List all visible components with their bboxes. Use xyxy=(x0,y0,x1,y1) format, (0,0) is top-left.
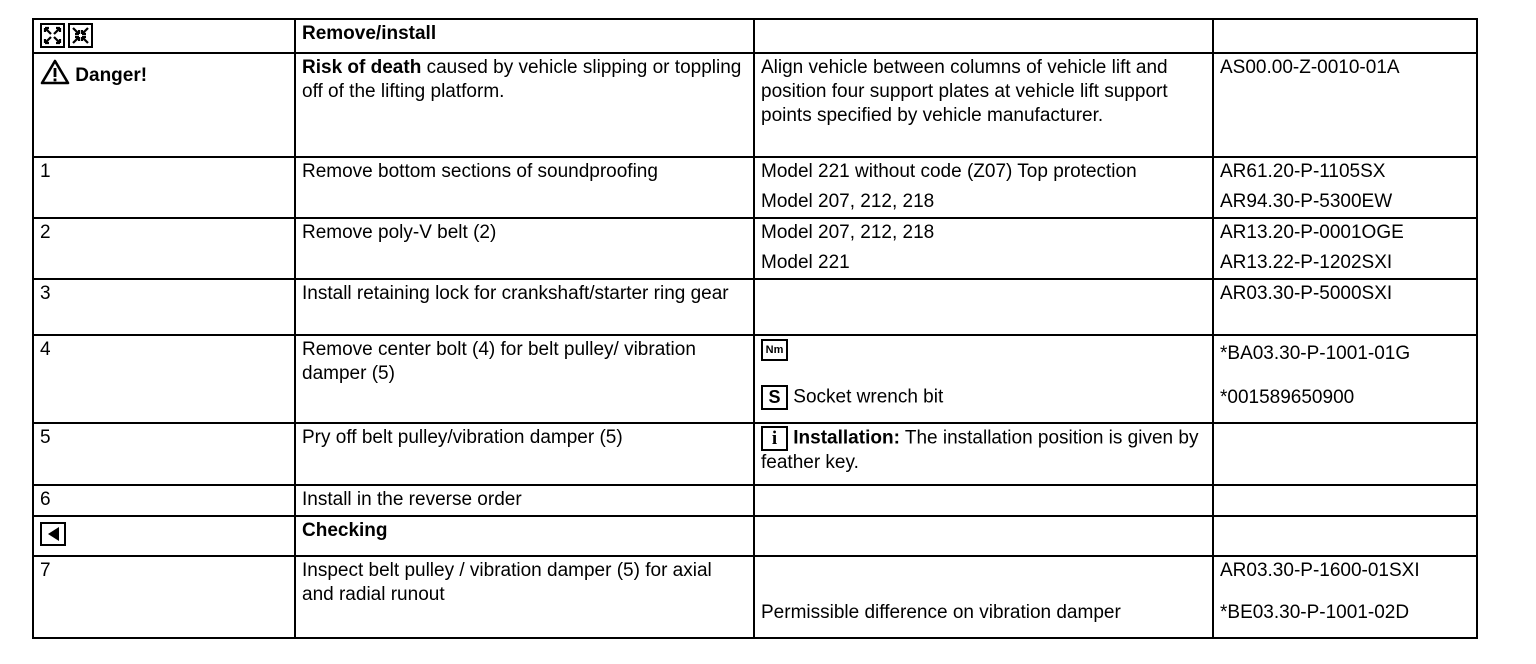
checking-icon-cell xyxy=(33,516,295,556)
step-refs xyxy=(1213,157,1477,218)
step-number: 2 xyxy=(33,218,295,279)
table-row xyxy=(33,19,1477,53)
note: Model 221 without code (Z07) Top protection xyxy=(761,161,1137,182)
step-number: 1 xyxy=(33,157,295,218)
installation-label: Installation: xyxy=(793,427,900,449)
note: Model 221 xyxy=(761,252,850,273)
step-number: 7 xyxy=(33,556,295,638)
ref-link[interactable]: AR13.22-P-1202SXI xyxy=(1220,252,1393,273)
risk-text: caused by vehicle slipping or toppling off of the lifting platform. xyxy=(302,57,742,102)
note: Model 207, 212, 218 xyxy=(761,191,935,212)
step-text: Inspect belt pulley / vibration damper (5) for axial and radial runout xyxy=(295,556,754,638)
danger-instruction: Align vehicle between columns of vehicle lift and position four support plates at vehicle lift support points specified by vehicle manufacturer. xyxy=(754,53,1213,157)
step-notes xyxy=(754,423,1213,485)
step-text: Remove center bolt (4) for belt pulley/ vibration damper (5) xyxy=(295,335,754,423)
table-row xyxy=(33,218,1477,279)
empty-cell xyxy=(1213,423,1477,485)
table-row xyxy=(33,516,1477,556)
table-row xyxy=(33,485,1477,516)
ref-link[interactable]: *BA03.30-P-1001-01G xyxy=(1220,343,1411,364)
ref-link[interactable]: AR61.20-P-1105SX xyxy=(1220,161,1386,182)
ref-link[interactable]: *001589650900 xyxy=(1220,387,1355,408)
socket-wrench-icon: S xyxy=(761,385,788,410)
step-text: Install retaining lock for crankshaft/starter ring gear xyxy=(295,279,754,335)
danger-label: Danger! xyxy=(75,65,148,86)
step-number: 5 xyxy=(33,423,295,485)
empty-cell xyxy=(1213,485,1477,516)
installation-text: The installation position is given by feather key. xyxy=(761,427,1199,473)
empty-cell xyxy=(1213,19,1477,53)
step-notes xyxy=(754,157,1213,218)
remove-icon xyxy=(40,23,65,48)
empty-cell xyxy=(754,516,1213,556)
info-icon: i xyxy=(761,426,788,451)
danger-row xyxy=(33,53,1477,157)
step-text: Remove poly-V belt (2) xyxy=(295,218,754,279)
step-number: 4 xyxy=(33,335,295,423)
danger-cell xyxy=(33,53,295,157)
ref-link[interactable]: AS00.00-Z-0010-01A xyxy=(1220,57,1400,78)
table-row xyxy=(33,335,1477,423)
step-notes xyxy=(754,218,1213,279)
step-text: Remove bottom sections of soundproofing xyxy=(295,157,754,218)
ref-link[interactable]: AR13.20-P-0001OGE xyxy=(1220,222,1404,243)
step-refs xyxy=(1213,335,1477,423)
step-refs xyxy=(1213,218,1477,279)
procedure-table xyxy=(32,18,1478,639)
torque-nm-icon[interactable]: Nm xyxy=(761,339,788,361)
ref-link[interactable]: AR03.30-P-5000SXI xyxy=(1220,283,1393,304)
danger-description xyxy=(295,53,754,157)
note: Permissible difference on vibration damper xyxy=(761,602,1121,623)
step-refs xyxy=(1213,279,1477,335)
step-number: 3 xyxy=(33,279,295,335)
note: Model 207, 212, 218 xyxy=(761,222,935,243)
checking-title xyxy=(295,516,754,556)
empty-cell xyxy=(754,485,1213,516)
table-row xyxy=(33,157,1477,218)
ref-link[interactable]: AR03.30-P-1600-01SXI xyxy=(1220,560,1420,581)
table-row xyxy=(33,556,1477,638)
table-row xyxy=(33,423,1477,485)
section-title xyxy=(295,19,754,53)
step-notes xyxy=(754,556,1213,638)
ref-link[interactable]: *BE03.30-P-1001-02D xyxy=(1220,602,1410,623)
empty-cell xyxy=(754,19,1213,53)
step-refs xyxy=(1213,556,1477,638)
table-row xyxy=(33,279,1477,335)
remove-install-heading: Remove/install xyxy=(302,23,437,44)
ref-link[interactable]: AR94.30-P-5300EW xyxy=(1220,191,1393,212)
step-text: Install in the reverse order xyxy=(295,485,754,516)
danger-ref[interactable] xyxy=(1213,53,1477,157)
checking-heading: Checking xyxy=(302,520,388,541)
checking-icon xyxy=(40,522,66,546)
install-icon xyxy=(68,23,93,48)
step-number: 6 xyxy=(33,485,295,516)
warning-triangle-icon xyxy=(40,59,70,85)
empty-cell xyxy=(754,279,1213,335)
empty-cell xyxy=(1213,516,1477,556)
section-icons xyxy=(33,19,295,53)
tool-label: Socket wrench bit xyxy=(793,386,944,408)
risk-bold: Risk of death xyxy=(302,57,422,78)
step-text: Pry off belt pulley/vibration damper (5) xyxy=(295,423,754,485)
step-notes xyxy=(754,335,1213,423)
